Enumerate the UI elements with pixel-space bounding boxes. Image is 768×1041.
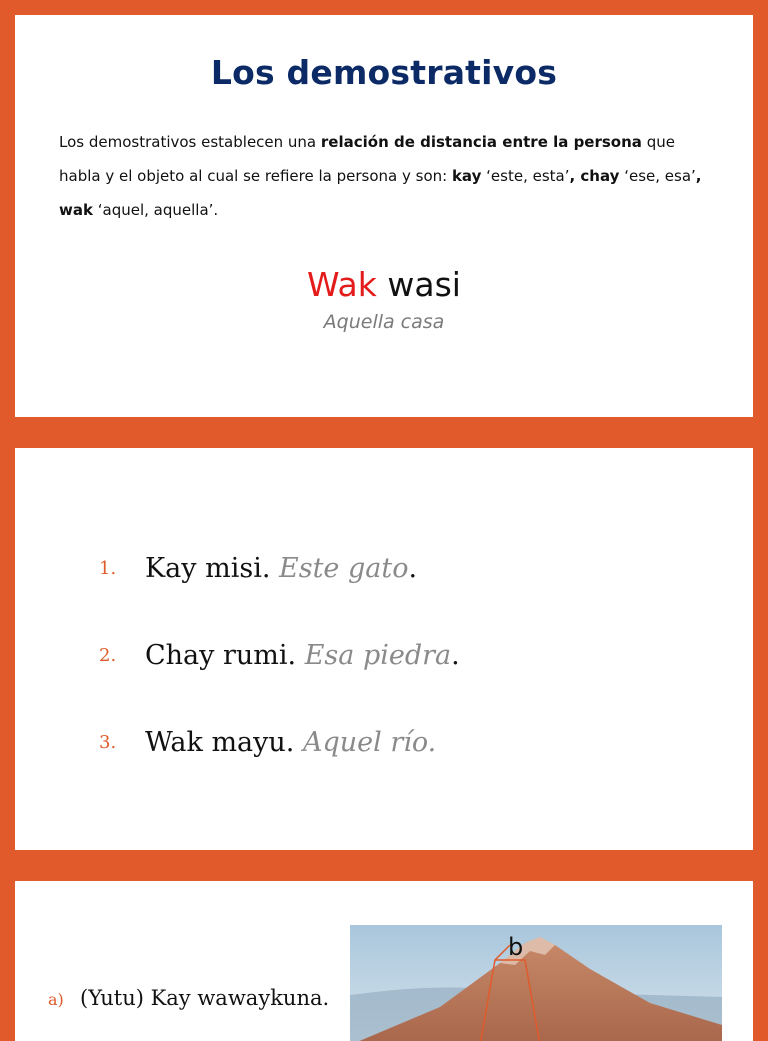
phrase-end: .	[408, 553, 418, 584]
spanish-translation: Aquel río.	[302, 727, 437, 758]
list-number: 2.	[99, 645, 117, 666]
paragraph-run: que habla y el objeto al cual se refiere la persona y son:	[59, 133, 675, 185]
intro-paragraph	[59, 125, 719, 227]
paragraph-run: ‘aquel, aquella’.	[92, 201, 219, 219]
list-item	[99, 640, 460, 671]
spanish-translation: Esa piedra	[304, 640, 452, 671]
slide-demonstratives-intro	[15, 15, 753, 417]
quechua-phrase: Chay rumi.	[145, 640, 297, 671]
slide-title: Los demostrativos	[210, 53, 558, 92]
quechua-phrase: Kay misi.	[145, 553, 271, 584]
paragraph-bold-run: , chay	[569, 167, 620, 185]
slide-examples-list	[15, 448, 753, 850]
example-translation: Aquella casa	[323, 311, 445, 333]
paragraph-bold-run: relación de distancia entre la persona	[320, 133, 642, 151]
slide-exercise	[15, 881, 753, 1041]
quechua-phrase: Wak mayu.	[145, 727, 295, 758]
exercise-letter: a)	[48, 990, 64, 1009]
list-item	[99, 553, 417, 584]
exercise-item	[48, 986, 329, 1010]
list-number: 3.	[99, 732, 117, 753]
image-label: b	[508, 933, 524, 961]
example-demonstrative: Wak	[307, 265, 377, 304]
phrase-end: .	[451, 640, 460, 671]
example-phrase	[15, 265, 753, 304]
list-item	[99, 727, 436, 758]
paragraph-run: ‘este, esta’	[481, 167, 570, 185]
example-noun: wasi	[376, 265, 461, 304]
exercise-text: (Yutu) Kay wawaykuna.	[80, 986, 330, 1010]
paragraph-run: ‘ese, esa’	[619, 167, 696, 185]
paragraph-run: Los demostrativos establecen una	[59, 133, 321, 151]
spanish-translation: Este gato	[279, 553, 409, 584]
paragraph-bold-run: , wak	[59, 167, 702, 219]
list-number: 1.	[99, 558, 117, 579]
paragraph-bold-run: kay	[451, 167, 482, 185]
